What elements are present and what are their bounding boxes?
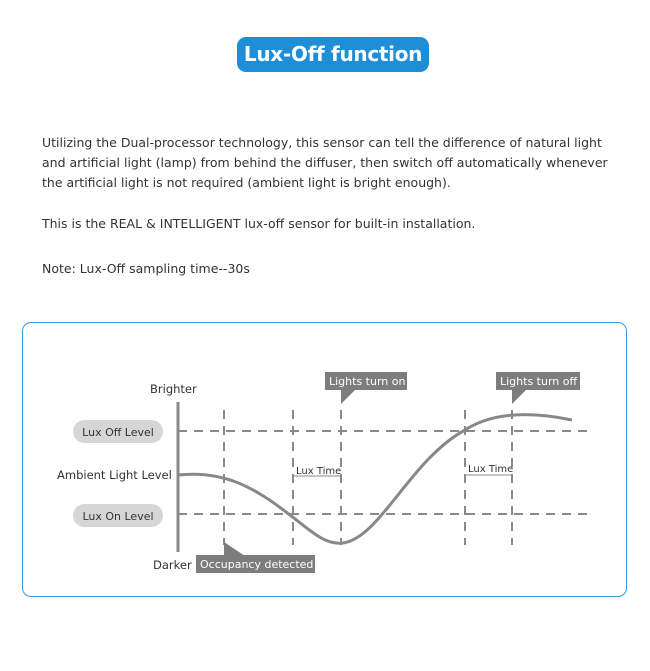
claim-paragraph: This is the REAL & INTELLIGENT lux-off sensor for built-in installation.	[42, 216, 476, 231]
lights-off-callout-label: Lights turn off	[500, 375, 578, 388]
darker-label: Darker	[153, 558, 192, 572]
lux-time-2-label: Lux Time	[468, 464, 514, 475]
brighter-label: Brighter	[150, 382, 197, 396]
lights-on-callout-pointer	[341, 389, 356, 404]
ambient-light-label: Ambient Light Level	[57, 468, 172, 482]
lux-off-level-label: Lux Off Level	[82, 426, 154, 439]
page-title: Lux-Off function	[237, 37, 429, 72]
lights-off-callout-pointer	[512, 389, 527, 404]
lights-on-callout-label: Lights turn on	[329, 375, 406, 388]
intro-paragraph: Utilizing the Dual-processor technology, this sensor can tell the difference of natural light and artificial light (lamp) from behind the diffuser, then switch off automatically whenever the artificial light is not required (ambient light is bright enough).	[42, 135, 608, 190]
lux-time-1-label: Lux Time	[296, 466, 342, 477]
occupancy-callout-pointer	[224, 542, 245, 556]
note-paragraph: Note: Lux-Off sampling time--30s	[42, 261, 250, 276]
lux-on-level-label: Lux On Level	[82, 510, 154, 523]
occupancy-callout-label: Occupancy detected	[200, 558, 314, 571]
